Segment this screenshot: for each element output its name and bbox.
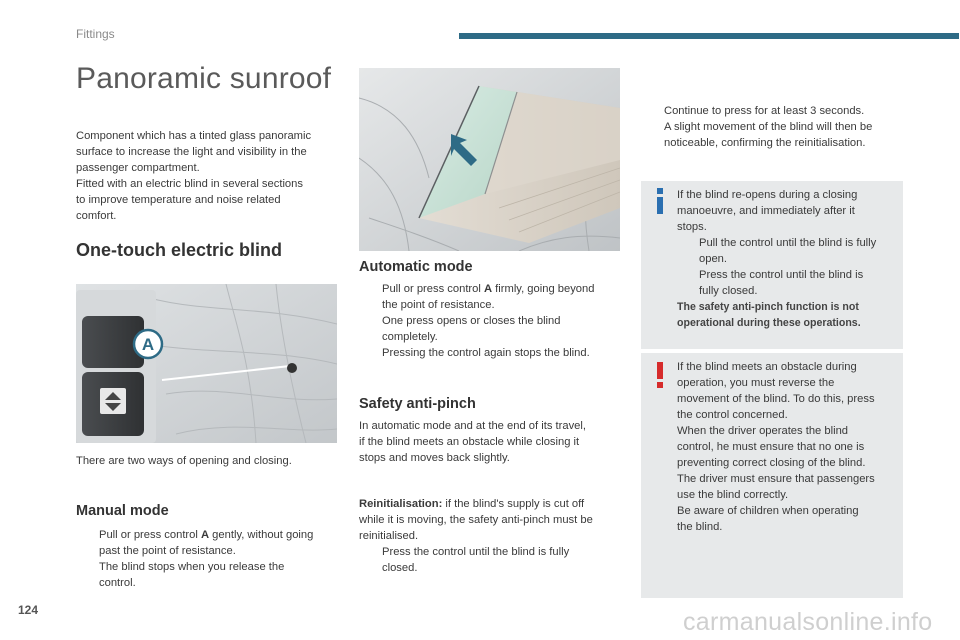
control-a-label: A <box>141 335 155 354</box>
reinit-label: Reinitialisation: <box>359 498 443 510</box>
continue-line: A slight movement of the blind will then be <box>664 121 873 133</box>
warning-box <box>641 353 903 598</box>
warning-text <box>677 359 899 535</box>
blind-heading: One-touch electric blind <box>76 240 283 260</box>
safety-line: In automatic mode and at the end of its travel, <box>359 420 586 432</box>
warning-line: control, he must ensure that no one is <box>677 441 865 453</box>
control-illustration <box>76 284 337 443</box>
continue-line: noticeable, confirming the reinitialisation. <box>664 137 866 149</box>
manual-text: gently, without going <box>209 529 314 541</box>
manual-mode-bullet <box>76 527 346 591</box>
intro-line: surface to increase the light and visibility in the <box>76 146 307 158</box>
manual-text: control. <box>99 577 136 589</box>
reinit-line: while it is moving, the safety anti-pinch must be <box>359 514 593 526</box>
intro-line: comfort. <box>76 210 117 222</box>
info-note: operational during these operations. <box>677 317 861 329</box>
info-bullet <box>677 235 899 267</box>
manual-text: past the point of resistance. <box>99 545 236 557</box>
page-number: 124 <box>18 603 39 617</box>
reinit-line: if the blind's supply is cut off <box>442 498 585 510</box>
control-ref: A <box>483 283 493 295</box>
automatic-text: Pressing the control again stops the blind. <box>382 347 590 359</box>
section-label: Fittings <box>76 27 115 41</box>
warning-line: operation, you must reverse the <box>677 377 835 389</box>
safety-paragraph <box>359 418 629 466</box>
automatic-text: One press opens or closes the blind <box>382 315 561 327</box>
intro-paragraph <box>76 128 346 224</box>
reinit-bullet <box>359 544 629 576</box>
warning-line: Be aware of children when operating <box>677 505 859 517</box>
page-title: Panoramic sunroof <box>76 62 332 95</box>
reinit-paragraph <box>359 496 629 544</box>
intro-line: Component which has a tinted glass panoramic <box>76 130 312 142</box>
safety-line: if the blind meets an obstacle while closing it <box>359 436 580 448</box>
warning-line: the blind. <box>677 521 723 533</box>
sunroof-illustration <box>359 68 620 251</box>
manual-text: Pull or press control <box>99 529 201 541</box>
warning-line: preventing correct closing of the blind. <box>677 457 866 469</box>
info-line: manoeuvre, and immediately after it <box>677 205 855 217</box>
intro-line: passenger compartment. <box>76 162 200 174</box>
automatic-text: completely. <box>382 331 438 343</box>
manual-text: The blind stops when you release the <box>99 561 285 573</box>
warning-line: When the driver operates the blind <box>677 425 849 437</box>
automatic-text: firmly, going beyond <box>492 283 595 295</box>
reinit-line: Press the control until the blind is fully <box>382 546 570 558</box>
info-line: fully closed. <box>699 285 758 297</box>
reinit-line: closed. <box>382 562 418 574</box>
warning-line: movement of the blind. To do this, press <box>677 393 875 405</box>
sunroof-illustration-drawing <box>359 68 620 251</box>
info-line: Press the control until the blind is <box>699 269 864 281</box>
warning-icon <box>653 362 667 388</box>
reinit-line: reinitialised. <box>359 530 419 542</box>
header-accent-bar <box>459 33 959 39</box>
info-line: Pull the control until the blind is fully <box>699 237 877 249</box>
ways-text: There are two ways of opening and closing. <box>76 455 292 467</box>
automatic-text: the point of resistance. <box>382 299 495 311</box>
info-line: stops. <box>677 221 707 233</box>
automatic-mode-heading: Automatic mode <box>359 259 473 275</box>
info-icon <box>653 188 667 214</box>
continue-line: Continue to press for at least 3 seconds. <box>664 105 865 117</box>
intro-line: Fitted with an electric blind in several sections <box>76 178 303 190</box>
control-ref: A <box>200 529 210 541</box>
warning-line: If the blind meets an obstacle during <box>677 361 857 373</box>
watermark: carmanualsonline.info <box>683 608 933 636</box>
info-note: The safety anti-pinch function is not <box>677 301 859 313</box>
manual-mode-heading: Manual mode <box>76 503 169 519</box>
info-line: open. <box>699 253 727 265</box>
warning-line: The driver must ensure that passengers <box>677 473 875 485</box>
automatic-mode-bullet <box>359 281 629 361</box>
control-illustration-drawing <box>76 284 337 443</box>
info-text <box>677 187 899 331</box>
intro-line: to improve temperature and noise related <box>76 194 281 206</box>
info-bullet <box>677 267 899 299</box>
info-box <box>641 181 903 349</box>
safety-line: stops and moves back slightly. <box>359 452 510 464</box>
info-line: If the blind re-opens during a closing <box>677 189 858 201</box>
safety-anti-pinch-heading: Safety anti-pinch <box>359 396 476 412</box>
continue-bullet <box>641 103 911 151</box>
warning-line: use the blind correctly. <box>677 489 789 501</box>
warning-line: the control concerned. <box>677 409 788 421</box>
automatic-text: Pull or press control <box>382 283 484 295</box>
